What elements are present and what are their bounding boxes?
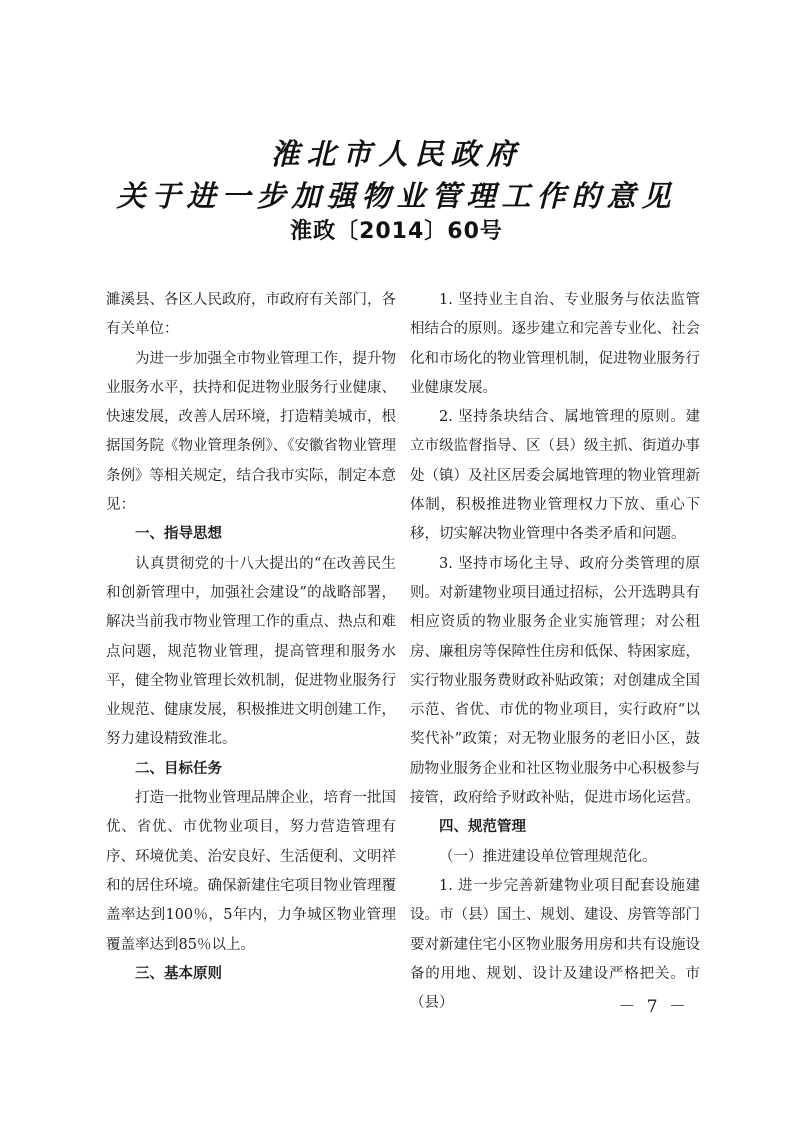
section-1-heading: 一、指导思想 bbox=[135, 526, 222, 543]
section-4-heading: 四、规范管理 bbox=[439, 819, 526, 836]
section-1-paragraph: 认真贯彻党的十八大提出的“在改善民生和创新管理中，加强社会建设”的战略部署，解决当前我市物业管理工作的重点、热点和难点问题，规范物业管理，提高管理和服务水平，健全物业管理长效机制，促进物业服务行业规范、健康发展，积极推进文明创建工作，努力建设精致淮北。 bbox=[106, 555, 396, 748]
document-title: 关于进一步加强物业管理工作的意见 bbox=[116, 179, 677, 213]
subsection-1-heading: （一）推进建设单位管理规范化。 bbox=[439, 848, 657, 865]
right-column bbox=[410, 286, 700, 1018]
addressee: 濉溪县、各区人民政府，市政府有关部门，各有关单位： bbox=[106, 292, 396, 338]
section-2-heading: 二、目标任务 bbox=[135, 760, 222, 777]
issuer-title: 淮北市人民政府 bbox=[270, 137, 523, 171]
intro-paragraph: 为进一步加强全市物业管理工作，提升物业服务水平，扶持和促进物业服务行业健康、快速发展，改善人居环境，打造精美城市，根据国务院《物业管理条例》、《安徽省物业管理条例》等相关规定，结合我市实际，制定本意见： bbox=[106, 350, 396, 514]
principle-2-paragraph: 2. 坚持条块结合、属地管理的原则。建立市级监督指导、区（县）级主抓、街道办事处（镇）及社区居委会属地管理的物业管理新体制，积极推进物业管理权力下放、重心下移，切实解决物业管理中各类矛盾和问题。 bbox=[410, 409, 700, 543]
section-3-heading: 三、基本原则 bbox=[135, 965, 222, 982]
left-column bbox=[106, 286, 396, 989]
principle-1-paragraph: 1. 坚持业主自治、专业服务与依法监管相结合的原则。逐步建立和完善专业化、社会化和市场化的物业管理机制，促进物业服务行业健康发展。 bbox=[410, 292, 700, 396]
page-number: － 7 － bbox=[618, 997, 689, 1017]
principle-3-paragraph: 3. 坚持市场化主导、政府分类管理的原则。对新建物业项目通过招标，公开选聘具有相应资质的物业服务企业实施管理；对公租房、廉租房等保障性住房和低保、特困家庭，实行物业服务费财政补贴政策；对创建成全国示范、省优、市优的物业项目，实行政府“以奖代补”政策；对无物业服务的老旧小区，鼓励物业服务企业和社区物业服务中心积极参与接管，政府给予财政补贴，促进市场化运营。 bbox=[410, 555, 700, 807]
item-1-paragraph: 1. 进一步完善新建物业项目配套设施建设。市（县）国土、规划、建设、房管等部门要对新建住宅小区物业服务用房和共有设施设备的用地、规划、设计及建设严格把关。市（县） bbox=[410, 877, 700, 1012]
document-number: 淮政〔2014〕60号 bbox=[290, 219, 503, 244]
section-2-paragraph: 打造一批物业管理品牌企业，培育一批国优、省优、市优物业项目，努力营造管理有序、环境优美、治安良好、生活便利、文明祥和的居住环境。确保新建住宅项目物业管理覆盖率达到100％，5年内，力争城区物业管理覆盖率达到85％以上。 bbox=[106, 790, 396, 953]
